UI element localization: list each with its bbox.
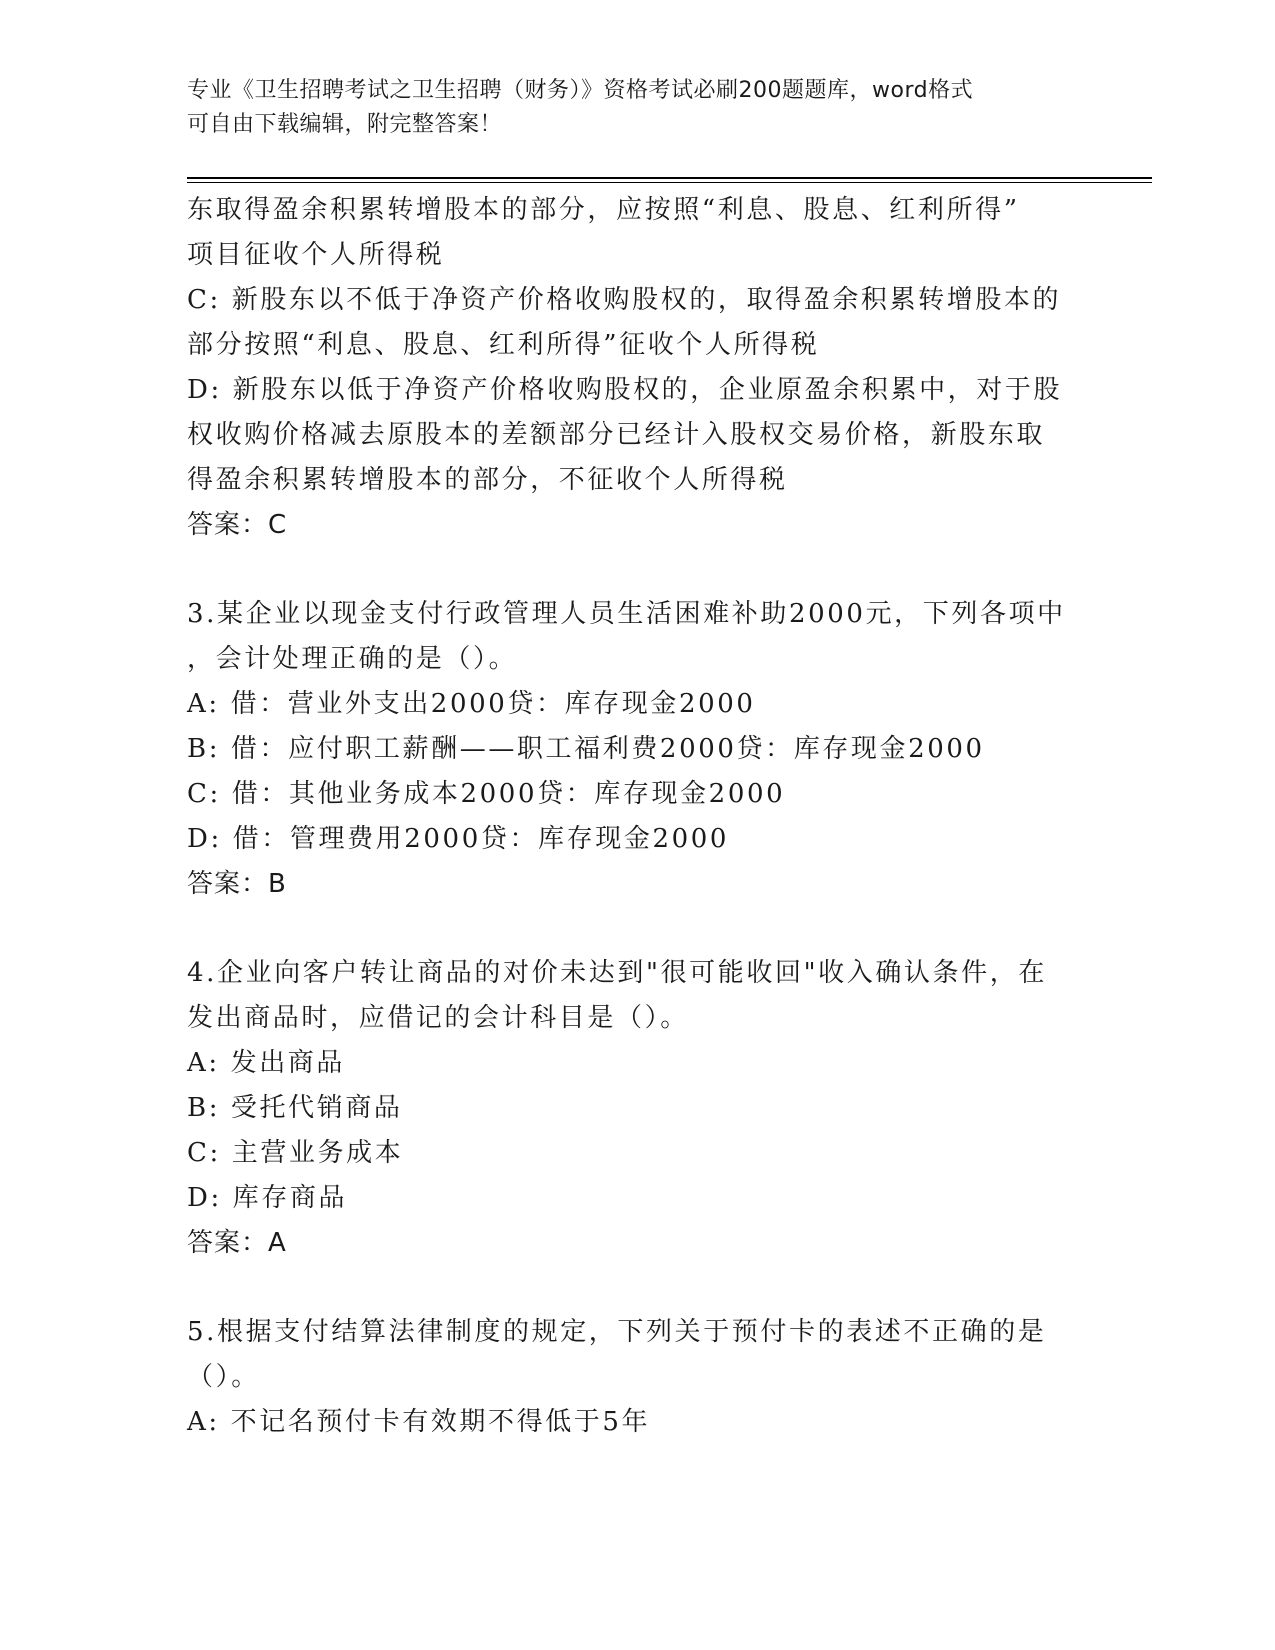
question-5 [187, 1310, 1077, 1445]
header-line-2: 可自由下载编辑，附完整答案！ [187, 112, 503, 137]
page-header [187, 74, 1067, 142]
answer-label: 答案：C [187, 510, 288, 540]
question-stem-cont: （）。 [187, 1362, 260, 1392]
question-4 [187, 951, 1077, 1266]
option-a: A: 借：营业外支出2000贷：库存现金2000 [187, 689, 756, 719]
option-b: B: 借：应付职工薪酬——职工福利费2000贷：库存现金2000 [187, 734, 985, 764]
answer-label: 答案：A [187, 1228, 287, 1258]
option-a: A: 发出商品 [187, 1048, 346, 1078]
answer-label: 答案：B [187, 869, 287, 899]
header-rule-thick [187, 177, 1152, 179]
option-c: C: 主营业务成本 [187, 1138, 404, 1168]
option-d: D: 借：管理费用2000贷：库存现金2000 [187, 824, 730, 854]
option-d: D: 新股东以低于净资产价格收购股权的，企业原盈余积累中，对于股 [187, 375, 1063, 405]
question-3 [187, 592, 1077, 907]
question-stem: 3.某企业以现金支付行政管理人员生活困难补助2000元，下列各项中 [187, 599, 1066, 629]
question-text-line: 项目征收个人所得税 [187, 240, 445, 270]
question-stem: 5.根据支付结算法律制度的规定，下列关于预付卡的表述不正确的是 [187, 1317, 1047, 1347]
option-a: A: 不记名预付卡有效期不得低于5年 [187, 1407, 651, 1437]
header-rule-thin [187, 182, 1152, 183]
question-stem-cont: 发出商品时，应借记的会计科目是（）。 [187, 1003, 689, 1033]
question-text-line: 东取得盈余积累转增股本的部分，应按照“利息、股息、红利所得” [187, 195, 1020, 225]
option-c-cont: 部分按照“利息、股息、红利所得”征收个人所得税 [187, 330, 820, 360]
question-stem: 4.企业向客户转让商品的对价未达到"很可能收回"收入确认条件，在 [187, 958, 1047, 988]
option-c: C: 新股东以不低于净资产价格收购股权的，取得盈余积累转增股本的 [187, 285, 1062, 315]
option-c: C: 借：其他业务成本2000贷：库存现金2000 [187, 779, 786, 809]
option-d: D: 库存商品 [187, 1183, 348, 1213]
option-b: B: 受托代销商品 [187, 1093, 403, 1123]
option-d-cont: 权收购价格减去原股本的差额部分已经计入股权交易价格，新股东取 [187, 420, 1046, 450]
question-2-continued [187, 188, 1077, 548]
question-stem-cont: ，会计处理正确的是（）。 [187, 644, 518, 674]
option-d-cont: 得盈余积累转增股本的部分，不征收个人所得税 [187, 465, 788, 495]
header-line-1: 专业《卫生招聘考试之卫生招聘（财务）》资格考试必刷200题题库，word格式 [187, 78, 974, 103]
question-content [187, 188, 1077, 1445]
